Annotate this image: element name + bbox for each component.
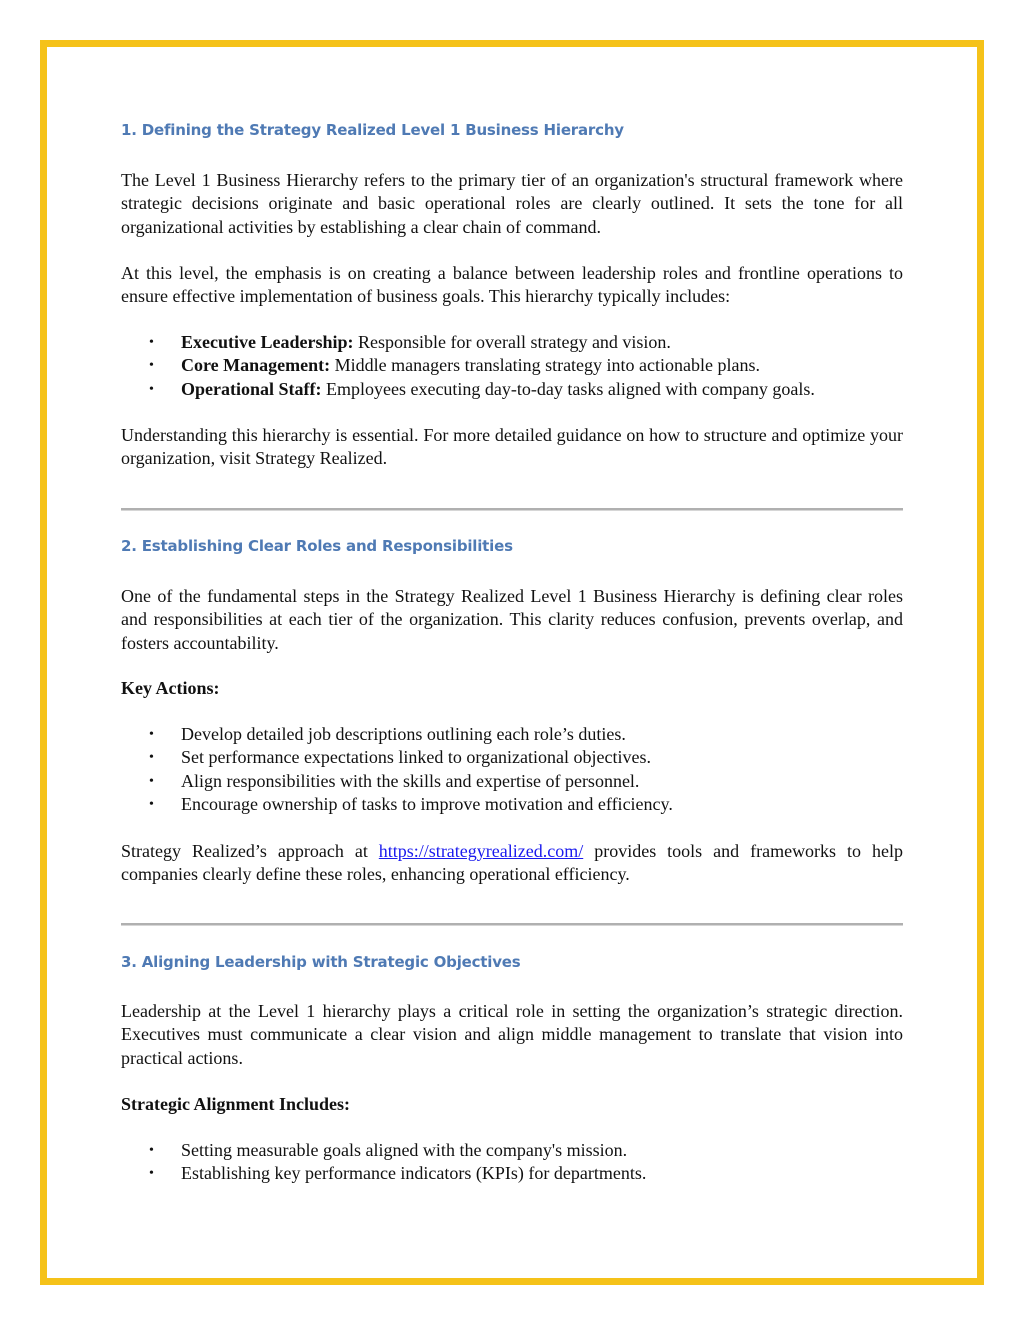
paragraph-text: Strategy Realized’s approach at xyxy=(121,841,379,861)
list-item-text: Set performance expectations linked to organizational objectives. xyxy=(181,747,652,768)
list-item-text: Align responsibilities with the skills and expertise of personnel. xyxy=(181,770,640,791)
list-item-term: Executive Leadership: xyxy=(181,332,354,352)
section-2-list xyxy=(121,723,903,816)
list-item xyxy=(121,354,903,377)
list-item xyxy=(121,331,903,354)
list-item-term: Operational Staff: xyxy=(181,378,322,399)
bullet-icon: • xyxy=(149,773,154,789)
list-item-term: Core Management: xyxy=(181,355,331,376)
list-item-text: Setting measurable goals aligned with the company's mission. xyxy=(181,1140,628,1160)
section-2-paragraph-2 xyxy=(121,840,903,887)
bullet-icon: • xyxy=(149,727,154,742)
section-1-paragraph-1: The Level 1 Business Hierarchy refers to the primary tier of an organization's structural framework where strategic decisions originate and basic operational roles are clearly outlined. It sets the tone for all organizational activities by establishing a clear chain of command. xyxy=(121,170,903,237)
bullet-icon: • xyxy=(149,358,154,374)
list-item-text: Responsible for overall strategy and vision. xyxy=(353,332,671,352)
bullet-icon: • xyxy=(149,796,154,812)
section-divider xyxy=(121,508,903,511)
list-item xyxy=(121,746,903,769)
section-2-paragraph-1: One of the fundamental steps in the Strategy Realized Level 1 Business Hierarchy is defining clear roles and responsibilities at each tier of the organization. This clarity reduces confusion, prevents overlap, and fosters accountability. xyxy=(121,586,903,653)
section-1-paragraph-2: At this level, the emphasis is on creating a balance between leadership roles and frontline operations to ensure effective implementation of business goals. This hierarchy typically includes: xyxy=(121,263,903,307)
bullet-icon: • xyxy=(149,1166,154,1182)
list-item-text: Develop detailed job descriptions outlining each role’s duties. xyxy=(181,724,626,744)
list-item-text: Middle managers translating strategy into actionable plans. xyxy=(330,355,761,376)
strategy-realized-link[interactable]: https://strategyrealized.com/ xyxy=(378,841,584,861)
section-3-list xyxy=(121,1139,903,1186)
section-1-paragraph-3: Understanding this hierarchy is essential. For more detailed guidance on how to structure and optimize your organization, visit Strategy Realized. xyxy=(121,425,903,469)
strategic-alignment-label: Strategic Alignment Includes: xyxy=(121,1094,350,1114)
section-2-heading: 2. Establishing Clear Roles and Responsibilities xyxy=(121,537,513,555)
bullet-icon: • xyxy=(149,335,154,350)
section-1-list xyxy=(121,331,903,401)
list-item xyxy=(121,1162,903,1185)
section-divider xyxy=(121,923,903,926)
section-3-paragraph-1: Leadership at the Level 1 hierarchy plays a critical role in setting the organization’s strategic direction. Executives must communicate a clear vision and align middle management to translate that vision into practical actions. xyxy=(121,1001,903,1068)
paragraph-text: provides tools and frameworks to help companies clearly define these roles, enhancing operational efficiency. xyxy=(121,841,903,885)
list-item xyxy=(121,1139,903,1162)
list-item xyxy=(121,770,903,793)
key-actions-label: Key Actions: xyxy=(121,678,220,698)
section-3-heading: 3. Aligning Leadership with Strategic Objectives xyxy=(121,953,521,971)
list-item xyxy=(121,378,903,401)
list-item xyxy=(121,793,903,816)
bullet-icon: • xyxy=(149,750,154,766)
bullet-icon: • xyxy=(149,381,154,397)
list-item-text: Establishing key performance indicators (KPIs) for departments. xyxy=(181,1163,647,1184)
bullet-icon: • xyxy=(149,1143,154,1158)
section-1-heading: 1. Defining the Strategy Realized Level 1 Business Hierarchy xyxy=(121,121,624,139)
list-item xyxy=(121,723,903,746)
list-item-text: Employees executing day-to-day tasks aligned with company goals. xyxy=(321,378,815,399)
list-item-text: Encourage ownership of tasks to improve motivation and efficiency. xyxy=(181,793,673,814)
